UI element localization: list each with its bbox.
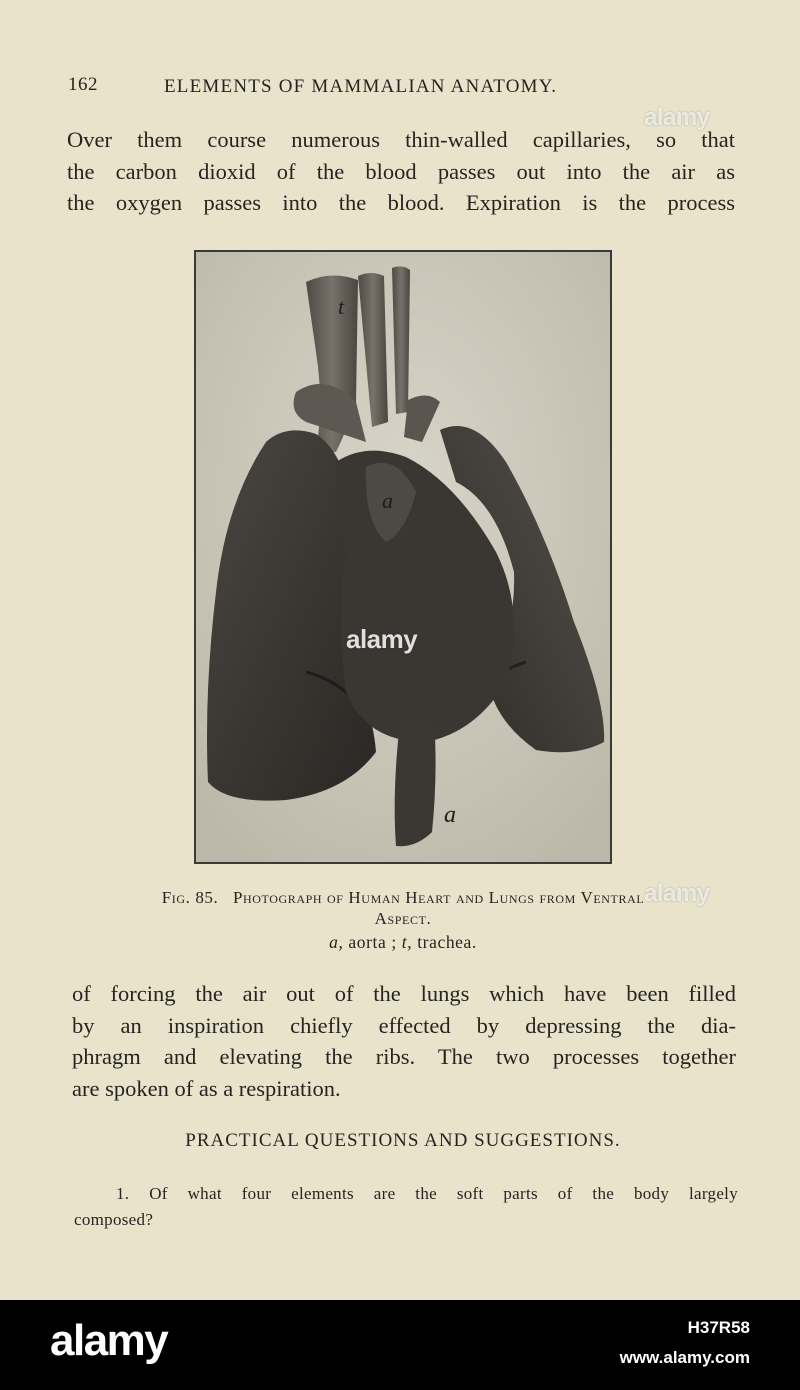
alamy-logo: alamy: [50, 1316, 168, 1365]
figure-number: Fig. 85.: [161, 888, 219, 907]
figure-caption-line-2: [68, 909, 738, 929]
figure-heart-lungs-photo: [194, 250, 612, 864]
image-id: H37R58: [687, 1318, 750, 1337]
section-heading: PRACTICAL QUESTIONS AND SUGGESTIONS.: [185, 1130, 621, 1151]
text-line: composed?: [74, 1210, 154, 1229]
running-head: [68, 74, 748, 102]
text-line: 1. Of what four elements are the soft parts of the body largely: [116, 1184, 738, 1203]
legend-key-a: a,: [329, 932, 344, 952]
book-title: ELEMENTS OF MAMMALIAN ANATOMY.: [164, 76, 558, 97]
text-line: by an inspiration chiefly effected by depressing the dia-: [72, 1012, 736, 1038]
text-line: are spoken of as a respiration.: [72, 1075, 341, 1101]
text-line: of forcing the air out of the lungs which have been filled: [72, 981, 736, 1006]
text-line: the carbon dioxid of the blood passes out into the air as: [67, 158, 735, 184]
figure-title: Photograph of Human Heart and Lungs from Ventral: [232, 888, 645, 907]
paragraph-top: [67, 124, 735, 219]
site-url[interactable]: www.alamy.com: [619, 1348, 750, 1367]
legend-text-t: trachea.: [412, 932, 477, 952]
watermark-center: alamy: [346, 624, 418, 654]
text-line: Over them course numerous thin-walled capillaries, so that: [67, 127, 735, 152]
watermark-caption-right: alamy: [644, 880, 710, 907]
question-1: [74, 1181, 738, 1233]
figure-legend: [68, 932, 738, 953]
descending-aorta: [395, 722, 436, 846]
label-aorta-upper: a: [382, 488, 393, 513]
figure-title-continued: Aspect.: [374, 909, 432, 928]
stock-footer-bar: [0, 1300, 800, 1390]
text-line: the oxygen passes into the blood. Expiration is the process: [67, 190, 735, 215]
page-number: 162: [68, 74, 98, 95]
legend-text-a: aorta ;: [343, 932, 402, 952]
label-trachea: t: [338, 294, 345, 319]
legend-key-t: t,: [401, 932, 413, 952]
figure-caption-line-1: [68, 888, 738, 908]
watermark-top-right: alamy: [644, 104, 710, 131]
text-line: phragm and elevating the ribs. The two processes together: [72, 1044, 736, 1069]
heart-lungs-illustration: [196, 252, 610, 862]
label-aorta-lower: a: [444, 802, 456, 828]
paragraph-bottom: [72, 978, 736, 1104]
